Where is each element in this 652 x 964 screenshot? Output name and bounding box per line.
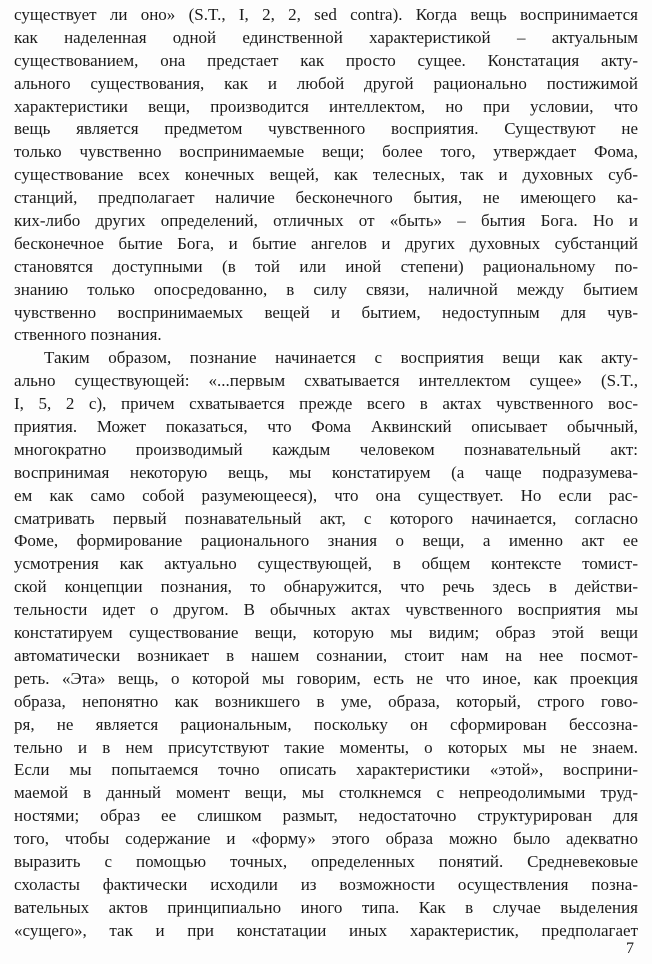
text-line: ем как само собой разумеющееся), что она существует. Но если рас-	[14, 485, 638, 505]
text-line: того, чтобы содержание и «форму» этого образа можно было адекватно	[14, 829, 638, 849]
paragraph	[14, 4, 638, 347]
text-line: схоласты фактически исходили из возможности осуществления позна-	[14, 874, 638, 894]
paragraph	[14, 347, 638, 942]
text-line: воспринимая некоторую вещь, мы констатируем (а чаще подразумева-	[14, 462, 638, 482]
text-line: приятия. Может показаться, что Фома Аквинский описывает обычный,	[14, 417, 638, 437]
text-line: Если мы попытаемся точно описать характеристики «этой», восприни-	[14, 760, 638, 780]
text-line: многократно производимый каждым человеком познавательный акт:	[14, 439, 638, 459]
text-line: Фоме, формирование рационального знания о вещи, а именно акт ее	[14, 531, 638, 551]
text-line: образа, непонятно как возникшего в уме, образа, который, строго гово-	[14, 691, 638, 711]
text-line: ря, не является рациональным, поскольку он сформирован бессозна-	[14, 714, 638, 734]
text-line: ких-либо других определений, отличных от «быть» – бытия Бога. Но и	[14, 211, 638, 231]
text-line: тельно и в нем присутствуют такие моменты, о которых мы не знаем.	[14, 737, 638, 757]
text-line: станций, предполагает наличие бесконечного бытия, не имеющего ка-	[14, 188, 638, 208]
text-line: автоматически возникает в нашем сознании, стоит нам на нее посмот-	[14, 645, 638, 665]
text-line: знанию только опосредованно, в силу связи, наличной между бытием	[14, 279, 638, 299]
text-line: Таким образом, познание начинается с восприятия вещи как акту-	[44, 348, 638, 368]
text-line: становятся доступными (в той или иной степени) рациональному по-	[14, 256, 638, 276]
text-line: маемой в данный момент вещи, мы столкнемся с непреодолимыми труд-	[14, 783, 638, 803]
text-line: констатируем существование вещи, которую мы видим; образ этой вещи	[14, 623, 638, 643]
text-line: реть. «Эта» вещь, о которой мы говорим, есть не что иное, как проекция	[14, 668, 638, 688]
text-line: существованием, она предстает как просто сущее. Констатация акту-	[14, 50, 638, 70]
text-line: ской концепции познания, то обнаружится, что речь здесь в действи-	[14, 577, 638, 597]
text-line: сматривать первый познавательный акт, с которого начинается, согласно	[14, 508, 638, 528]
text-line: как наделенная одной единственной характеристикой – актуальным	[14, 27, 638, 47]
text-line: I, 5, 2 c), причем схватывается прежде всего в актах чувственного вос-	[14, 394, 638, 414]
text-line: ального существования, как и любой другой рационально постижимой	[14, 73, 638, 93]
text-line: ственного познания.	[14, 325, 162, 345]
text-line: выразить с помощью точных, определенных понятий. Средневековые	[14, 851, 638, 871]
text-line: усмотрения как актуально существующей, в общем контексте томист-	[14, 554, 638, 574]
text-line: чувственно воспринимаемых вещей и бытием, недоступным для чув-	[14, 302, 638, 322]
text-line: только чувственно воспринимаемые вещи; более того, утверждает Фома,	[14, 142, 638, 162]
body-text	[14, 4, 638, 943]
text-line: характеристики вещи, производится интеллектом, но при условии, что	[14, 96, 638, 116]
page-number: 7	[626, 940, 634, 957]
text-line: ностями; образ ее слишком размыт, недостаточно структурирован для	[14, 806, 638, 826]
text-line: «сущего», так и при констатации иных характеристик, предполагает	[14, 920, 638, 940]
text-line: тельности идет о другом. В обычных актах чувственного восприятия мы	[14, 600, 638, 620]
text-line: ально существующей: «...первым схватывается интеллектом сущее» (S.T.,	[14, 371, 638, 391]
text-line: вательных актов принципиально иного типа. Как в случае выделения	[14, 897, 638, 917]
text-line: существует ли оно» (S.T., I, 2, 2, sed contra). Когда вещь воспринимается	[14, 5, 638, 24]
text-line: вещь является предметом чувственного восприятия. Существуют не	[14, 119, 638, 139]
text-line: существование всех конечных вещей, как телесных, так и духовных суб-	[14, 165, 638, 185]
text-line: бесконечное бытие Бога, и бытие ангелов и других духовных субстанций	[14, 233, 638, 253]
